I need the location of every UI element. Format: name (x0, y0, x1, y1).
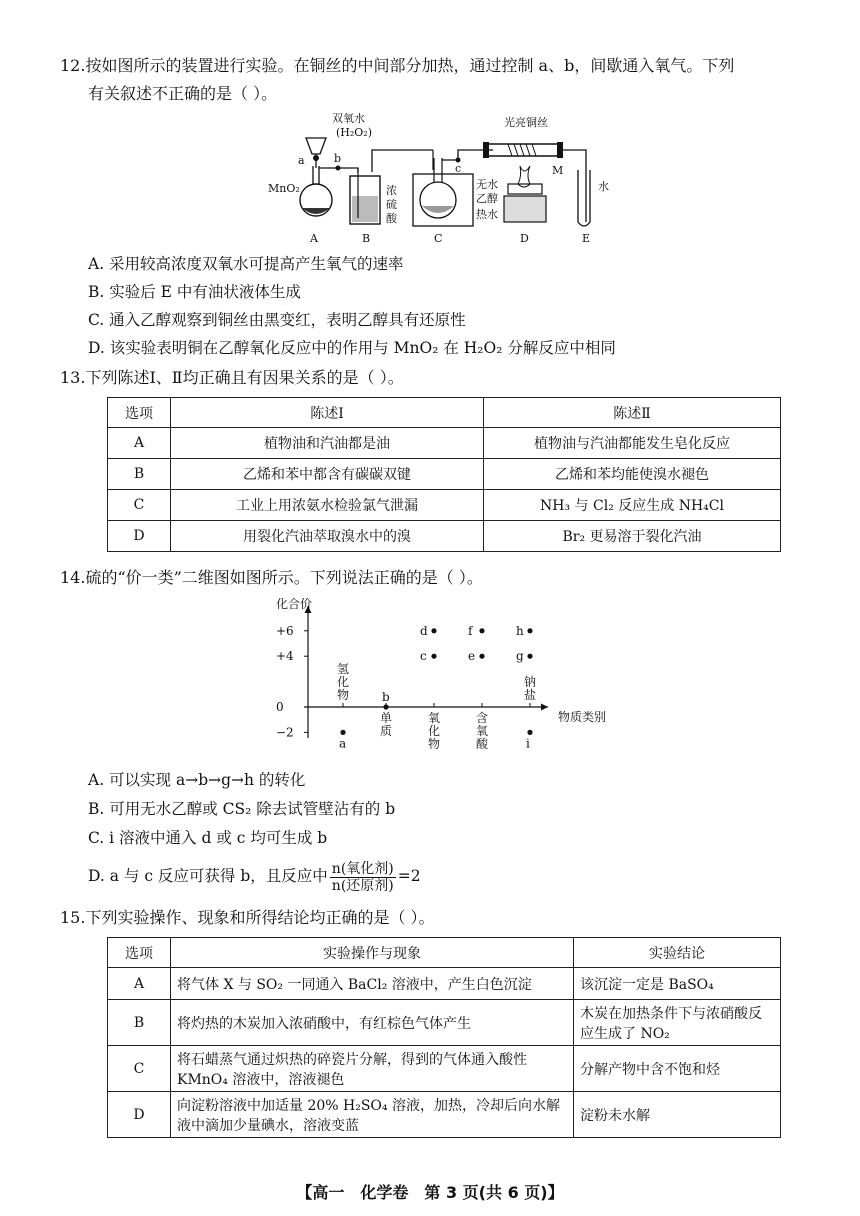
point-label-d: d (420, 623, 428, 638)
label-b: b (334, 152, 342, 165)
label-acid-1: 浓 (386, 184, 397, 197)
table-cell: NH₃ 与 Cl₂ 反应生成 NH₄Cl (484, 490, 781, 521)
label-copper-wire: 光亮铜丝 (504, 116, 548, 129)
q15-header-conclusion: 实验结论 (574, 938, 781, 968)
label-D: D (520, 232, 529, 245)
table-cell: 将石蜡蒸气通过炽热的碎瓷片分解，得到的气体通入酸性 KMnO₄ 溶液中，溶液褪色 (171, 1046, 574, 1092)
x-category-label: 化 (337, 675, 350, 689)
table-cell: 将气体 X 与 SO₂ 一同通入 BaCl₂ 溶液中，产生白色沉淀 (171, 968, 574, 1000)
q12-option-b: B. 实验后 E 中有油状液体生成 (88, 283, 301, 301)
y-axis-label: 化合价 (276, 598, 313, 611)
point-label-g: g (516, 649, 524, 664)
table-cell: 工业上用浓氨水检验氯气泄漏 (171, 490, 484, 521)
q13-table (107, 397, 781, 552)
label-acid-2: 硫 (386, 198, 397, 211)
x-category-label: 含 (476, 711, 489, 725)
x-axis-label: 物质类别 (558, 710, 607, 724)
table-cell: A (108, 968, 171, 1000)
table-cell: 乙烯和苯中都含有碳碳双键 (171, 459, 484, 490)
q13-header-statement1: 陈述Ⅰ (171, 398, 484, 428)
q12-stem-line2: 有关叙述不正确的是（ ）。 (88, 84, 278, 103)
table-cell: 木炭在加热条件下与浓硝酸反应生成了 NO₂ (574, 1000, 781, 1046)
label-ethanol-2: 乙醇 (476, 192, 498, 205)
x-category-label: 化 (428, 724, 441, 738)
q12-stem-line1: 12.按如图所示的装置进行实验。在铜丝的中间部分加热，通过控制 a、b，间歇通入氧气。下列 (60, 56, 735, 75)
point-label-e: e (468, 649, 476, 664)
y-tick-label: 0 (276, 700, 284, 714)
table-cell: B (108, 459, 171, 490)
table-cell: C (108, 490, 171, 521)
label-A: A (310, 232, 318, 245)
table-cell: A (108, 428, 171, 459)
x-category-label: 物 (428, 737, 441, 751)
y-tick-label: −2 (276, 725, 294, 740)
table-cell: 植物油与汽油都能发生皂化反应 (484, 428, 781, 459)
page-footer: 【高一 化学卷 第 3 页(共 6 页)】 (296, 1183, 564, 1202)
q15-header-option: 选项 (108, 938, 171, 968)
q12-option-d: D. 该实验表明铜在乙醇氧化反应中的作用与 MnO₂ 在 H₂O₂ 分解反应中相同 (88, 339, 616, 357)
table-cell: 该沉淀一定是 BaSO₄ (574, 968, 781, 1000)
point-d (431, 628, 436, 633)
point-a (340, 730, 345, 735)
label-acid-3: 酸 (386, 212, 397, 225)
table-cell: 分解产物中含不饱和烃 (574, 1046, 781, 1092)
point-i (527, 730, 532, 735)
table-cell: 向淀粉溶液中加适量 20% H₂SO₄ 溶液，加热，冷却后向水解液中滴加少量碘水，溶液变蓝 (171, 1092, 574, 1138)
q14-option-d-text: D. a 与 c 反应可获得 b，且反应中 (88, 867, 328, 885)
x-category-label: 氧 (428, 711, 441, 725)
label-h2o2: 双氧水 (332, 112, 365, 125)
q15-stem: 15.下列实验操作、现象和所得结论均正确的是（ ）。 (60, 908, 435, 927)
label-mno2: MnO₂ (268, 182, 300, 195)
x-category-label: 单 (380, 711, 393, 725)
q14-option-d-value: =2 (397, 867, 421, 885)
label-h2o2-formula: (H₂O₂) (336, 126, 373, 139)
point-c (431, 654, 436, 659)
point-g (527, 654, 532, 659)
point-label-h: h (516, 623, 524, 638)
x-category-label: 氧 (476, 724, 489, 738)
point-label-b: b (382, 690, 390, 704)
point-e (479, 654, 484, 659)
x-category-label: 酸 (476, 737, 489, 751)
q14-stem: 14.硫的“价一类”二维图如图所示。下列说法正确的是（ ）。 (60, 568, 483, 587)
point-label-a: a (339, 736, 347, 751)
point-label-f: f (468, 623, 473, 638)
q12-apparatus-diagram (268, 110, 618, 248)
q14-option-d (88, 858, 421, 894)
label-water: 水 (598, 180, 609, 193)
sulfur-valence-chart (268, 598, 618, 758)
q14-option-c: C. i 溶液中通入 d 或 c 均可生成 b (88, 829, 328, 847)
x-category-label: 氢 (337, 662, 350, 676)
label-hot-water: 热水 (476, 208, 498, 221)
point-h (527, 628, 532, 633)
y-tick-label: +6 (276, 623, 294, 638)
label-c: c (455, 162, 462, 175)
x-category-label: 质 (380, 724, 393, 738)
label-C: C (434, 232, 443, 245)
y-tick-label: +4 (276, 649, 294, 664)
point-f (479, 628, 484, 633)
label-M: M (552, 164, 564, 177)
table-cell: 乙烯和苯均能使溴水褪色 (484, 459, 781, 490)
table-cell: 淀粉未水解 (574, 1092, 781, 1138)
fraction-numerator: n(氧化剂) (331, 860, 394, 877)
table-cell: 用裂化汽油萃取溴水中的溴 (171, 521, 484, 552)
ratio-fraction (330, 861, 396, 894)
q13-header-option: 选项 (108, 398, 171, 428)
table-cell: 植物油和汽油都是油 (171, 428, 484, 459)
fraction-denominator: n(还原剂) (331, 877, 394, 894)
point-label-i: i (526, 736, 530, 751)
q14-option-a: A. 可以实现 a→b→g→h 的转化 (88, 771, 306, 789)
q12-option-c: C. 通入乙醇观察到铜丝由黑变红，表明乙醇具有还原性 (88, 311, 466, 329)
table-cell: D (108, 1092, 171, 1138)
q14-option-b: B. 可用无水乙醇或 CS₂ 除去试管壁沾有的 b (88, 800, 396, 818)
label-ethanol-1: 无水 (476, 178, 498, 191)
x-category-label: 盐 (524, 688, 537, 702)
x-category-label: 钠 (524, 675, 537, 689)
table-cell: 将灼热的木炭加入浓硝酸中，有红棕色气体产生 (171, 1000, 574, 1046)
table-cell: Br₂ 更易溶于裂化汽油 (484, 521, 781, 552)
q13-header-statement2: 陈述Ⅱ (484, 398, 781, 428)
point-label-c: c (420, 649, 427, 664)
q15-table (107, 937, 781, 1138)
q13-stem: 13.下列陈述Ⅰ、Ⅱ均正确且有因果关系的是（ ）。 (60, 368, 404, 387)
table-cell: B (108, 1000, 171, 1046)
x-category-label: 物 (337, 688, 350, 702)
label-E: E (582, 232, 591, 245)
point-b (383, 704, 388, 709)
table-cell: C (108, 1046, 171, 1092)
q15-header-operation: 实验操作与现象 (171, 938, 574, 968)
label-B: B (362, 232, 371, 245)
table-cell: D (108, 521, 171, 552)
label-a: a (298, 154, 305, 167)
q12-option-a: A. 采用较高浓度双氧水可提高产生氧气的速率 (88, 255, 404, 273)
